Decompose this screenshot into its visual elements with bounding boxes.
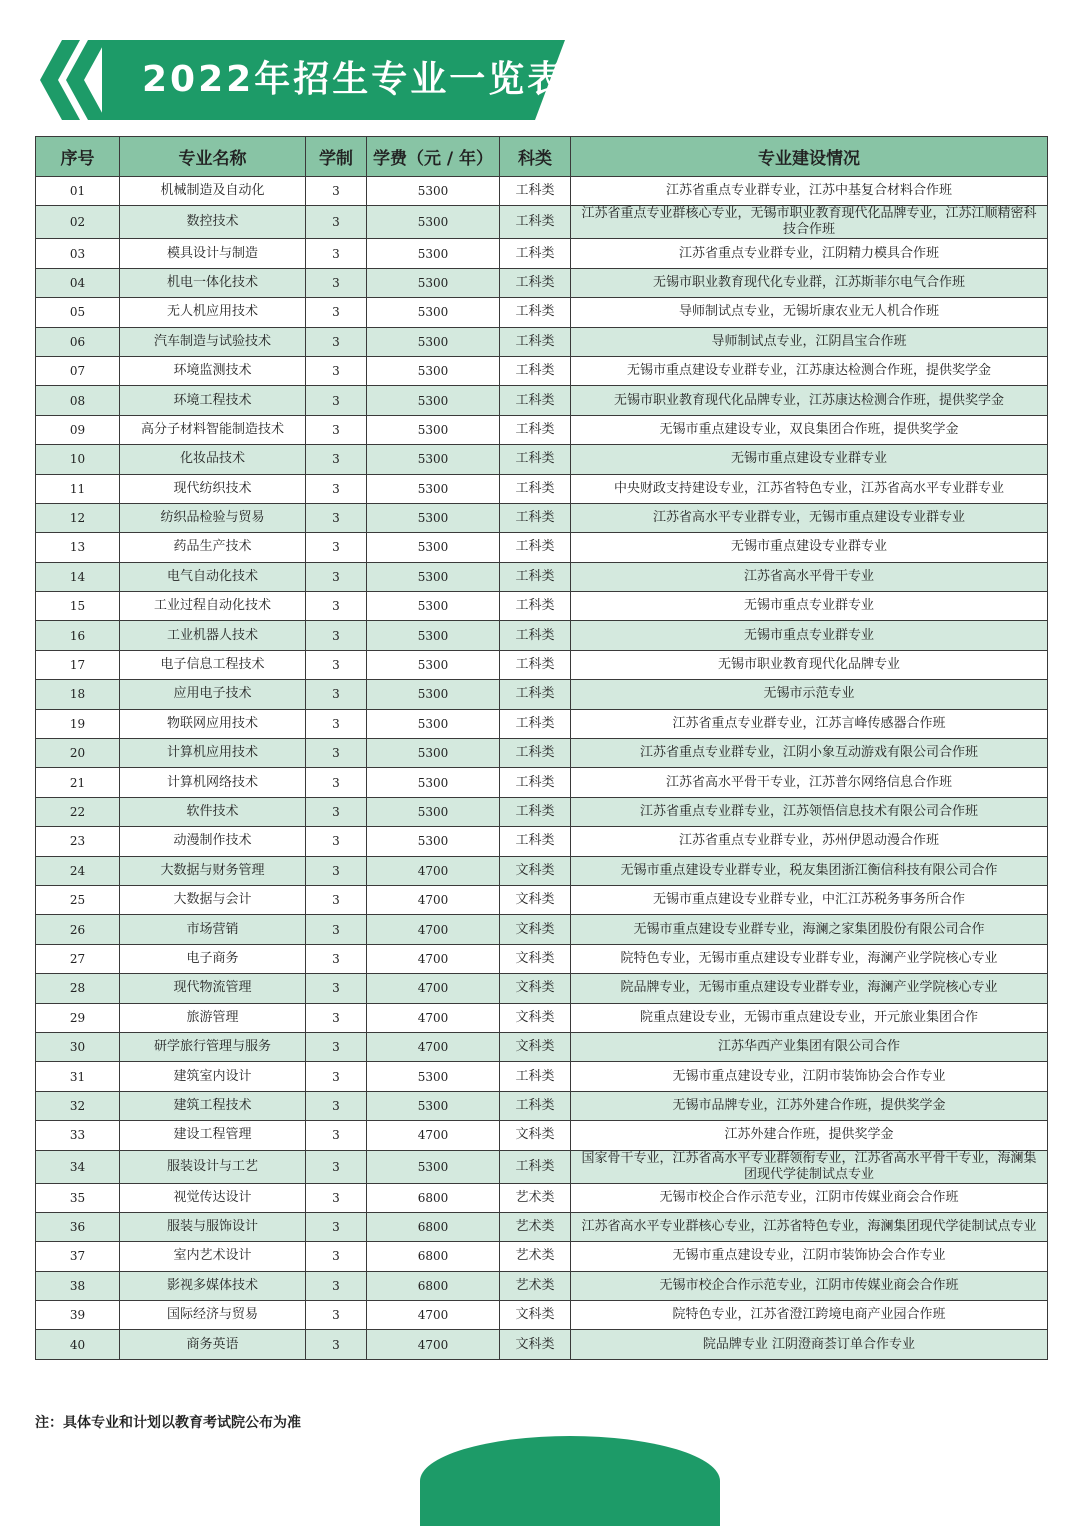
construction-cell: 江苏省高水平骨干专业，江苏普尔网络信息合作班 — [571, 768, 1048, 797]
major-name-cell: 服装与服饰设计 — [120, 1212, 306, 1241]
construction-cell: 江苏省重点专业群专业，苏州伊恩动漫合作班 — [571, 827, 1048, 856]
serial-cell: 19 — [36, 709, 120, 738]
tuition-cell: 6800 — [367, 1212, 500, 1241]
major-name-cell: 应用电子技术 — [120, 680, 306, 709]
header-tuition: 学费（元 / 年） — [367, 137, 500, 177]
serial-cell: 22 — [36, 797, 120, 826]
table-row — [36, 739, 1048, 768]
page-title: 2022年招生专业一览表 — [142, 59, 567, 100]
table-row — [36, 1330, 1048, 1359]
major-name-cell: 研学旅行管理与服务 — [120, 1032, 306, 1061]
construction-cell: 无锡市职业教育现代化品牌专业 — [571, 650, 1048, 679]
serial-cell: 24 — [36, 856, 120, 885]
construction-cell: 无锡市重点建设专业群专业，中汇江苏税务事务所合作 — [571, 885, 1048, 914]
serial-cell: 14 — [36, 562, 120, 591]
major-name-cell: 汽车制造与试验技术 — [120, 327, 306, 356]
category-cell: 艺术类 — [500, 1242, 571, 1271]
construction-cell: 无锡市品牌专业，江苏外建合作班，提供奖学金 — [571, 1091, 1048, 1120]
construction-cell: 江苏省重点专业群核心专业，无锡市职业教育现代化品牌专业，江苏江顺精密科技合作班 — [571, 206, 1048, 239]
major-name-cell: 现代物流管理 — [120, 974, 306, 1003]
serial-cell: 39 — [36, 1301, 120, 1330]
header-category: 科类 — [500, 137, 571, 177]
major-name-cell: 软件技术 — [120, 797, 306, 826]
duration-cell: 3 — [306, 915, 367, 944]
tuition-cell: 5300 — [367, 268, 500, 297]
category-cell: 工科类 — [500, 445, 571, 474]
major-name-cell: 环境监测技术 — [120, 356, 306, 385]
tuition-cell: 5300 — [367, 503, 500, 532]
category-cell: 文科类 — [500, 915, 571, 944]
serial-cell: 28 — [36, 974, 120, 1003]
serial-cell: 21 — [36, 768, 120, 797]
table-row — [36, 768, 1048, 797]
duration-cell: 3 — [306, 650, 367, 679]
construction-cell: 导师制试点专业，无锡圻康农业无人机合作班 — [571, 298, 1048, 327]
duration-cell: 3 — [306, 621, 367, 650]
category-cell: 工科类 — [500, 827, 571, 856]
table-row — [36, 1212, 1048, 1241]
duration-cell: 3 — [306, 974, 367, 1003]
duration-cell: 3 — [306, 885, 367, 914]
serial-cell: 06 — [36, 327, 120, 356]
construction-cell: 江苏省重点专业群专业，江苏中基复合材料合作班 — [571, 177, 1048, 206]
serial-cell: 15 — [36, 592, 120, 621]
duration-cell: 3 — [306, 533, 367, 562]
category-cell: 文科类 — [500, 1121, 571, 1150]
tuition-cell: 5300 — [367, 177, 500, 206]
tuition-cell: 5300 — [367, 827, 500, 856]
major-name-cell: 环境工程技术 — [120, 386, 306, 415]
category-cell: 工科类 — [500, 1150, 571, 1183]
construction-cell: 江苏省高水平专业群核心专业，江苏省特色专业，海澜集团现代学徒制试点专业 — [571, 1212, 1048, 1241]
serial-cell: 36 — [36, 1212, 120, 1241]
major-name-cell: 室内艺术设计 — [120, 1242, 306, 1271]
serial-cell: 09 — [36, 415, 120, 444]
major-name-cell: 建筑室内设计 — [120, 1062, 306, 1091]
duration-cell: 3 — [306, 1091, 367, 1120]
category-cell: 艺术类 — [500, 1183, 571, 1212]
serial-cell: 34 — [36, 1150, 120, 1183]
construction-cell: 院品牌专业 江阴澄商荟订单合作专业 — [571, 1330, 1048, 1359]
construction-cell: 无锡市校企合作示范专业，江阴市传媒业商会合作班 — [571, 1183, 1048, 1212]
construction-cell: 无锡市重点建设专业群专业 — [571, 445, 1048, 474]
major-name-cell: 模具设计与制造 — [120, 239, 306, 268]
tuition-cell: 4700 — [367, 885, 500, 914]
construction-cell: 江苏省重点专业群专业，江苏领悟信息技术有限公司合作班 — [571, 797, 1048, 826]
table-row — [36, 885, 1048, 914]
table-row — [36, 1183, 1048, 1212]
serial-cell: 08 — [36, 386, 120, 415]
serial-cell: 30 — [36, 1032, 120, 1061]
duration-cell: 3 — [306, 356, 367, 385]
major-name-cell: 电子商务 — [120, 944, 306, 973]
table-row — [36, 709, 1048, 738]
table-row — [36, 386, 1048, 415]
tuition-cell: 5300 — [367, 680, 500, 709]
major-name-cell: 动漫制作技术 — [120, 827, 306, 856]
table-row — [36, 445, 1048, 474]
major-name-cell: 商务英语 — [120, 1330, 306, 1359]
serial-cell: 13 — [36, 533, 120, 562]
category-cell: 工科类 — [500, 739, 571, 768]
table-row — [36, 562, 1048, 591]
tuition-cell: 5300 — [367, 1091, 500, 1120]
major-name-cell: 数控技术 — [120, 206, 306, 239]
construction-cell: 无锡市重点建设专业群专业，海澜之家集团股份有限公司合作 — [571, 915, 1048, 944]
construction-cell: 江苏外建合作班，提供奖学金 — [571, 1121, 1048, 1150]
construction-cell: 无锡市重点专业群专业 — [571, 621, 1048, 650]
tuition-cell: 6800 — [367, 1271, 500, 1300]
construction-cell: 无锡市校企合作示范专业，江阴市传媒业商会合作班 — [571, 1271, 1048, 1300]
tuition-cell: 4700 — [367, 1003, 500, 1032]
serial-cell: 01 — [36, 177, 120, 206]
duration-cell: 3 — [306, 797, 367, 826]
tuition-cell: 5300 — [367, 562, 500, 591]
tuition-cell: 5300 — [367, 415, 500, 444]
tuition-cell: 4700 — [367, 1121, 500, 1150]
duration-cell: 3 — [306, 709, 367, 738]
category-cell: 工科类 — [500, 709, 571, 738]
construction-cell: 无锡市重点建设专业群专业，税友集团浙江衡信科技有限公司合作 — [571, 856, 1048, 885]
tuition-cell: 5300 — [367, 739, 500, 768]
construction-cell: 导师制试点专业，江阴昌宝合作班 — [571, 327, 1048, 356]
major-name-cell: 电子信息工程技术 — [120, 650, 306, 679]
category-cell: 工科类 — [500, 680, 571, 709]
duration-cell: 3 — [306, 415, 367, 444]
duration-cell: 3 — [306, 239, 367, 268]
category-cell: 工科类 — [500, 621, 571, 650]
table-header-row — [36, 137, 1048, 177]
serial-cell: 31 — [36, 1062, 120, 1091]
tuition-cell: 5300 — [367, 1062, 500, 1091]
category-cell: 工科类 — [500, 533, 571, 562]
major-name-cell: 建设工程管理 — [120, 1121, 306, 1150]
category-cell: 工科类 — [500, 298, 571, 327]
serial-cell: 27 — [36, 944, 120, 973]
category-cell: 工科类 — [500, 268, 571, 297]
duration-cell: 3 — [306, 1003, 367, 1032]
table-row — [36, 239, 1048, 268]
category-cell: 工科类 — [500, 1062, 571, 1091]
serial-cell: 04 — [36, 268, 120, 297]
duration-cell: 3 — [306, 327, 367, 356]
table-row — [36, 1150, 1048, 1183]
duration-cell: 3 — [306, 386, 367, 415]
major-name-cell: 高分子材料智能制造技术 — [120, 415, 306, 444]
tuition-cell: 5300 — [367, 386, 500, 415]
table-row — [36, 415, 1048, 444]
category-cell: 文科类 — [500, 885, 571, 914]
tuition-cell: 5300 — [367, 533, 500, 562]
table-row — [36, 974, 1048, 1003]
construction-cell: 院重点建设专业，无锡市重点建设专业，开元旅业集团合作 — [571, 1003, 1048, 1032]
category-cell: 工科类 — [500, 768, 571, 797]
serial-cell: 16 — [36, 621, 120, 650]
category-cell: 工科类 — [500, 1091, 571, 1120]
serial-cell: 40 — [36, 1330, 120, 1359]
enrollment-table — [35, 136, 1048, 1360]
category-cell: 文科类 — [500, 974, 571, 1003]
serial-cell: 29 — [36, 1003, 120, 1032]
category-cell: 文科类 — [500, 1330, 571, 1359]
major-name-cell: 计算机应用技术 — [120, 739, 306, 768]
duration-cell: 3 — [306, 1121, 367, 1150]
tuition-cell: 5300 — [367, 474, 500, 503]
tuition-cell: 4700 — [367, 1330, 500, 1359]
table-row — [36, 1003, 1048, 1032]
tuition-cell: 5300 — [367, 356, 500, 385]
category-cell: 工科类 — [500, 650, 571, 679]
major-name-cell: 视觉传达设计 — [120, 1183, 306, 1212]
duration-cell: 3 — [306, 1032, 367, 1061]
serial-cell: 25 — [36, 885, 120, 914]
construction-cell: 无锡市重点建设专业群专业 — [571, 533, 1048, 562]
construction-cell: 无锡市重点建设专业，江阴市装饰协会合作专业 — [571, 1242, 1048, 1271]
table-row — [36, 474, 1048, 503]
construction-cell: 江苏省高水平专业群专业，无锡市重点建设专业群专业 — [571, 503, 1048, 532]
tuition-cell: 5300 — [367, 768, 500, 797]
category-cell: 工科类 — [500, 562, 571, 591]
major-name-cell: 工业过程自动化技术 — [120, 592, 306, 621]
serial-cell: 35 — [36, 1183, 120, 1212]
table-row — [36, 827, 1048, 856]
title-banner — [30, 40, 565, 120]
construction-cell: 中央财政支持建设专业，江苏省特色专业，江苏省高水平专业群专业 — [571, 474, 1048, 503]
duration-cell: 3 — [306, 1150, 367, 1183]
construction-cell: 江苏省重点专业群专业，江阴精力模具合作班 — [571, 239, 1048, 268]
major-name-cell: 建筑工程技术 — [120, 1091, 306, 1120]
tuition-cell: 4700 — [367, 856, 500, 885]
duration-cell: 3 — [306, 268, 367, 297]
category-cell: 工科类 — [500, 592, 571, 621]
table-row — [36, 327, 1048, 356]
construction-cell: 无锡市重点建设专业，江阴市装饰协会合作专业 — [571, 1062, 1048, 1091]
category-cell: 工科类 — [500, 474, 571, 503]
serial-cell: 05 — [36, 298, 120, 327]
major-name-cell: 国际经济与贸易 — [120, 1301, 306, 1330]
table-row — [36, 206, 1048, 239]
tuition-cell: 5300 — [367, 327, 500, 356]
duration-cell: 3 — [306, 768, 367, 797]
construction-cell: 无锡市重点专业群专业 — [571, 592, 1048, 621]
category-cell: 工科类 — [500, 503, 571, 532]
table-row — [36, 1271, 1048, 1300]
tuition-cell: 4700 — [367, 1032, 500, 1061]
header-construction: 专业建设情况 — [571, 137, 1048, 177]
major-name-cell: 市场营销 — [120, 915, 306, 944]
construction-cell: 无锡市职业教育现代化专业群，江苏斯菲尔电气合作班 — [571, 268, 1048, 297]
construction-cell: 无锡市示范专业 — [571, 680, 1048, 709]
tuition-cell: 4700 — [367, 944, 500, 973]
serial-cell: 32 — [36, 1091, 120, 1120]
header-serial: 序号 — [36, 137, 120, 177]
category-cell: 工科类 — [500, 386, 571, 415]
major-name-cell: 电气自动化技术 — [120, 562, 306, 591]
table-row — [36, 1032, 1048, 1061]
table-row — [36, 1301, 1048, 1330]
tuition-cell: 4700 — [367, 915, 500, 944]
serial-cell: 17 — [36, 650, 120, 679]
tuition-cell: 6800 — [367, 1242, 500, 1271]
category-cell: 文科类 — [500, 1032, 571, 1061]
duration-cell: 3 — [306, 739, 367, 768]
duration-cell: 3 — [306, 827, 367, 856]
header-duration: 学制 — [306, 137, 367, 177]
duration-cell: 3 — [306, 1301, 367, 1330]
serial-cell: 12 — [36, 503, 120, 532]
table-body — [36, 177, 1048, 1360]
construction-cell: 院品牌专业，无锡市重点建设专业群专业，海澜产业学院核心专业 — [571, 974, 1048, 1003]
construction-cell: 无锡市重点建设专业，双良集团合作班，提供奖学金 — [571, 415, 1048, 444]
major-name-cell: 工业机器人技术 — [120, 621, 306, 650]
category-cell: 文科类 — [500, 856, 571, 885]
major-name-cell: 现代纺织技术 — [120, 474, 306, 503]
serial-cell: 37 — [36, 1242, 120, 1271]
major-name-cell: 计算机网络技术 — [120, 768, 306, 797]
category-cell: 文科类 — [500, 944, 571, 973]
tuition-cell: 5300 — [367, 1150, 500, 1183]
tuition-cell: 5300 — [367, 592, 500, 621]
table-row — [36, 268, 1048, 297]
serial-cell: 10 — [36, 445, 120, 474]
major-name-cell: 化妆品技术 — [120, 445, 306, 474]
major-name-cell: 物联网应用技术 — [120, 709, 306, 738]
major-name-cell: 大数据与会计 — [120, 885, 306, 914]
table-row — [36, 356, 1048, 385]
major-name-cell: 无人机应用技术 — [120, 298, 306, 327]
duration-cell: 3 — [306, 562, 367, 591]
tuition-cell: 5300 — [367, 621, 500, 650]
serial-cell: 03 — [36, 239, 120, 268]
category-cell: 工科类 — [500, 415, 571, 444]
table-row — [36, 503, 1048, 532]
tuition-cell: 5300 — [367, 797, 500, 826]
tuition-cell: 5300 — [367, 206, 500, 239]
category-cell: 文科类 — [500, 1301, 571, 1330]
category-cell: 工科类 — [500, 177, 571, 206]
duration-cell: 3 — [306, 474, 367, 503]
duration-cell: 3 — [306, 445, 367, 474]
category-cell: 工科类 — [500, 797, 571, 826]
table-row — [36, 1242, 1048, 1271]
duration-cell: 3 — [306, 1212, 367, 1241]
major-name-cell: 机电一体化技术 — [120, 268, 306, 297]
construction-cell: 院特色专业，无锡市重点建设专业群专业，海澜产业学院核心专业 — [571, 944, 1048, 973]
duration-cell: 3 — [306, 680, 367, 709]
serial-cell: 20 — [36, 739, 120, 768]
table-row — [36, 680, 1048, 709]
table-row — [36, 592, 1048, 621]
decorative-arc — [420, 1436, 720, 1526]
serial-cell: 11 — [36, 474, 120, 503]
construction-cell: 院特色专业，江苏省澄江跨境电商产业园合作班 — [571, 1301, 1048, 1330]
major-name-cell: 药品生产技术 — [120, 533, 306, 562]
major-name-cell: 纺织品检验与贸易 — [120, 503, 306, 532]
category-cell: 工科类 — [500, 239, 571, 268]
construction-cell: 江苏省重点专业群专业，江阴小象互动游戏有限公司合作班 — [571, 739, 1048, 768]
duration-cell: 3 — [306, 1330, 367, 1359]
category-cell: 文科类 — [500, 1003, 571, 1032]
table-row — [36, 1091, 1048, 1120]
serial-cell: 07 — [36, 356, 120, 385]
table-row — [36, 915, 1048, 944]
table-row — [36, 797, 1048, 826]
serial-cell: 26 — [36, 915, 120, 944]
construction-cell: 无锡市职业教育现代化品牌专业，江苏康达检测合作班，提供奖学金 — [571, 386, 1048, 415]
tuition-cell: 5300 — [367, 445, 500, 474]
table-row — [36, 1062, 1048, 1091]
footnote: 注：具体专业和计划以教育考试院公布为准 — [35, 1415, 301, 1431]
duration-cell: 3 — [306, 177, 367, 206]
category-cell: 工科类 — [500, 356, 571, 385]
major-name-cell: 旅游管理 — [120, 1003, 306, 1032]
category-cell: 工科类 — [500, 327, 571, 356]
tuition-cell: 5300 — [367, 298, 500, 327]
tuition-cell: 4700 — [367, 974, 500, 1003]
table-row — [36, 621, 1048, 650]
tuition-cell: 4700 — [367, 1301, 500, 1330]
table-row — [36, 298, 1048, 327]
table-row — [36, 650, 1048, 679]
duration-cell: 3 — [306, 298, 367, 327]
serial-cell: 23 — [36, 827, 120, 856]
header-major-name: 专业名称 — [120, 137, 306, 177]
tuition-cell: 6800 — [367, 1183, 500, 1212]
duration-cell: 3 — [306, 1242, 367, 1271]
serial-cell: 33 — [36, 1121, 120, 1150]
major-name-cell: 影视多媒体技术 — [120, 1271, 306, 1300]
construction-cell: 国家骨干专业，江苏省高水平专业群领衔专业，江苏省高水平骨干专业，海澜集团现代学徒制试点专业 — [571, 1150, 1048, 1183]
table-row — [36, 856, 1048, 885]
duration-cell: 3 — [306, 1062, 367, 1091]
duration-cell: 3 — [306, 1183, 367, 1212]
duration-cell: 3 — [306, 503, 367, 532]
duration-cell: 3 — [306, 944, 367, 973]
construction-cell: 江苏华西产业集团有限公司合作 — [571, 1032, 1048, 1061]
serial-cell: 38 — [36, 1271, 120, 1300]
table-row — [36, 1121, 1048, 1150]
duration-cell: 3 — [306, 856, 367, 885]
category-cell: 艺术类 — [500, 1212, 571, 1241]
serial-cell: 02 — [36, 206, 120, 239]
table-row — [36, 177, 1048, 206]
duration-cell: 3 — [306, 592, 367, 621]
construction-cell: 江苏省重点专业群专业，江苏言峰传感器合作班 — [571, 709, 1048, 738]
major-name-cell: 大数据与财务管理 — [120, 856, 306, 885]
tuition-cell: 5300 — [367, 239, 500, 268]
table-row — [36, 533, 1048, 562]
duration-cell: 3 — [306, 206, 367, 239]
construction-cell: 无锡市重点建设专业群专业，江苏康达检测合作班，提供奖学金 — [571, 356, 1048, 385]
tuition-cell: 5300 — [367, 650, 500, 679]
category-cell: 艺术类 — [500, 1271, 571, 1300]
construction-cell: 江苏省高水平骨干专业 — [571, 562, 1048, 591]
category-cell: 工科类 — [500, 206, 571, 239]
duration-cell: 3 — [306, 1271, 367, 1300]
major-name-cell: 机械制造及自动化 — [120, 177, 306, 206]
table-row — [36, 944, 1048, 973]
serial-cell: 18 — [36, 680, 120, 709]
tuition-cell: 5300 — [367, 709, 500, 738]
major-name-cell: 服装设计与工艺 — [120, 1150, 306, 1183]
